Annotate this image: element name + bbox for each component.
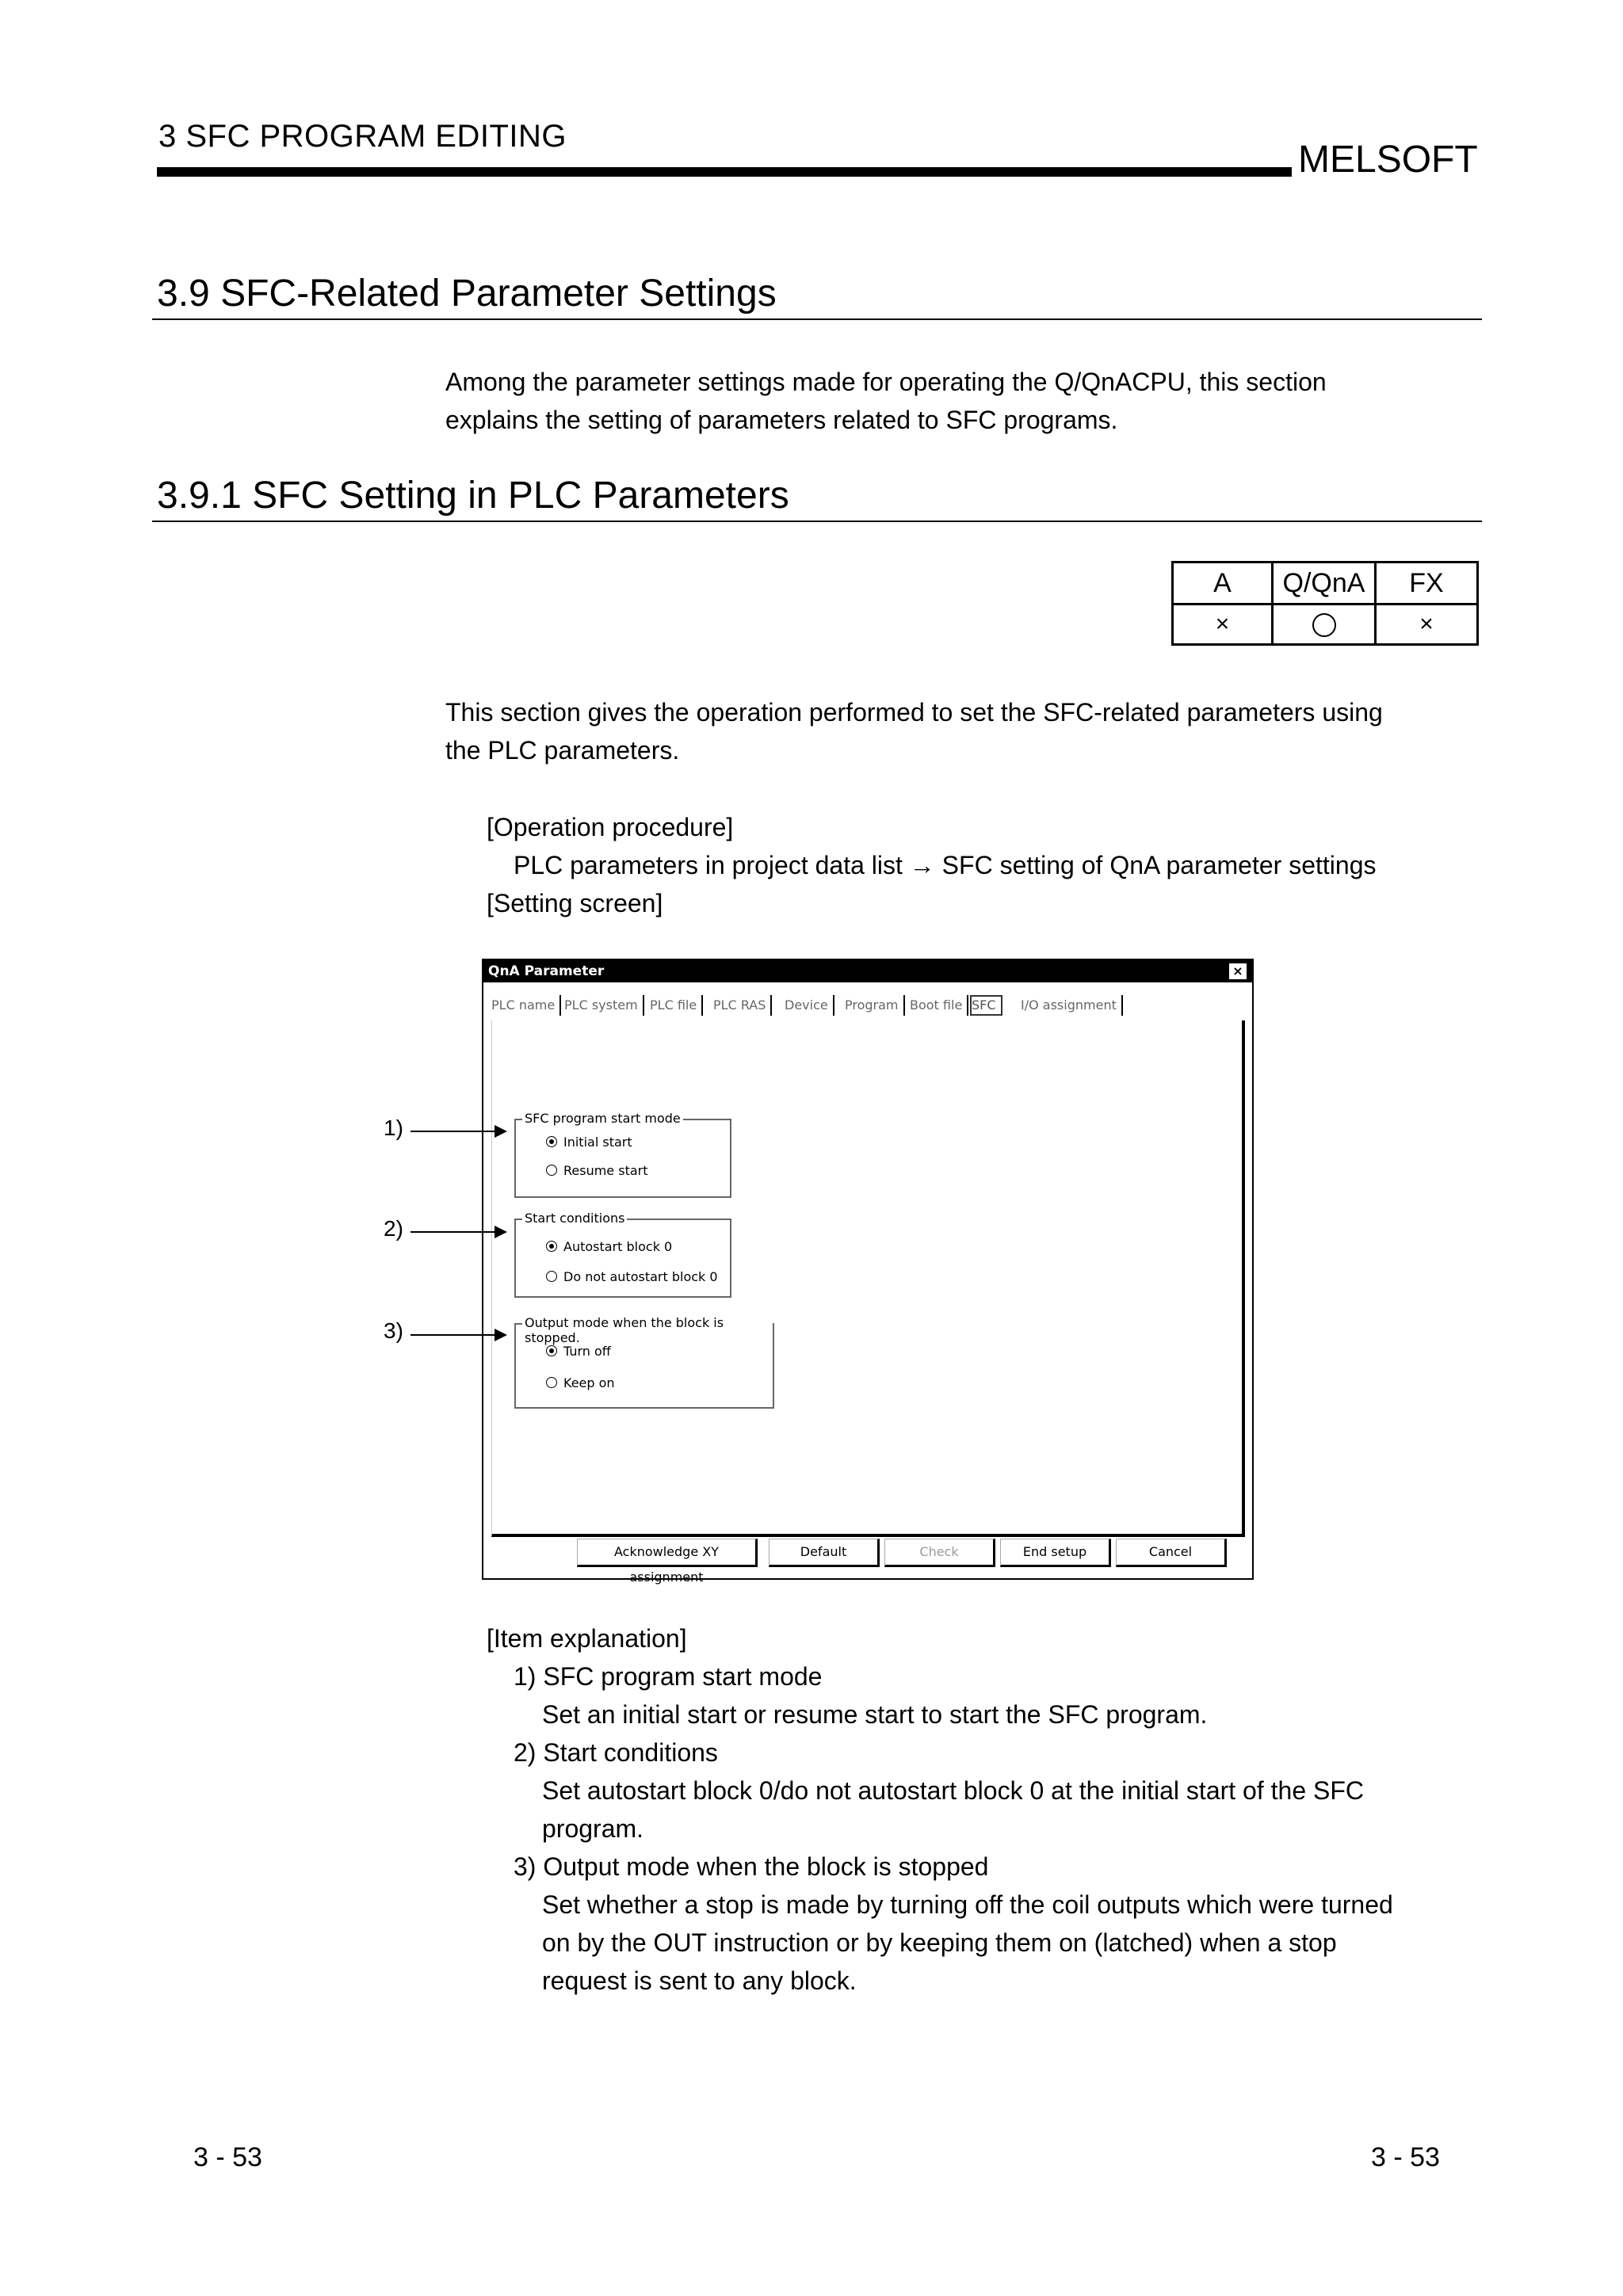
tab-sfc[interactable]: SFC — [970, 995, 1002, 1016]
header-rule — [157, 167, 1292, 177]
callout-1: 1) — [384, 1116, 403, 1140]
default-button[interactable]: Default — [769, 1539, 880, 1567]
tab-plc-ras[interactable]: PLC RAS — [713, 995, 772, 1016]
subsection-rule — [152, 521, 1482, 522]
sfc-settings-panel — [491, 1020, 1245, 1537]
acknowledge-xy-assignment-button[interactable]: Acknowledge XY assignment — [577, 1539, 758, 1567]
tab-program[interactable]: Program — [845, 995, 905, 1016]
callout-arrow-3 — [411, 1334, 506, 1336]
compat-header-a: A — [1173, 563, 1273, 605]
cancel-button[interactable]: Cancel — [1116, 1539, 1227, 1567]
list-item: 2) Start conditions Set autostart block 0/do not autostart block 0 at the initial start of the SFC program. — [514, 1738, 1364, 1843]
tab-boot-file[interactable]: Boot file — [910, 995, 968, 1016]
output-mode-group: Output mode when the block is stopped. Turn off Keep on — [514, 1323, 774, 1409]
radio-unselected-icon[interactable] — [546, 1165, 557, 1176]
compat-header-qna: Q/QnA — [1273, 563, 1376, 605]
radio-keep-on[interactable]: Keep on — [546, 1375, 615, 1390]
procedure-label: [Operation procedure] — [487, 813, 734, 841]
end-setup-button[interactable]: End setup — [1000, 1539, 1111, 1567]
tab-io-assignment[interactable]: I/O assignment — [1021, 995, 1123, 1016]
item-explanation — [487, 1619, 1393, 2000]
radio-unselected-icon[interactable] — [546, 1377, 557, 1388]
tab-plc-file[interactable]: PLC file — [650, 995, 703, 1016]
callout-arrow-2 — [411, 1231, 506, 1233]
item-explanation-label: [Item explanation] — [487, 1624, 687, 1653]
radio-autostart-block-0[interactable]: Autostart block 0 — [546, 1239, 672, 1254]
callout-3: 3) — [384, 1318, 403, 1343]
compat-mark-fx: × — [1376, 605, 1478, 645]
procedure-block — [487, 808, 1376, 922]
tab-plc-name[interactable]: PLC name — [491, 995, 561, 1016]
start-mode-group: SFC program start mode Initial start Resume start — [514, 1119, 731, 1198]
right-arrow-icon: → — [909, 851, 935, 879]
radio-unselected-icon[interactable] — [546, 1271, 557, 1282]
tab-plc-system[interactable]: PLC system — [564, 995, 644, 1016]
radio-selected-icon[interactable] — [546, 1136, 557, 1147]
circle-mark-icon — [1312, 613, 1336, 637]
brand-logo: MELSOFT — [1298, 139, 1478, 181]
check-button[interactable]: Check — [884, 1539, 995, 1567]
tab-strip — [491, 995, 1244, 1019]
tab-device[interactable]: Device — [785, 995, 834, 1016]
radio-selected-icon[interactable] — [546, 1241, 557, 1252]
list-item: 1) SFC program start mode Set an initial start or resume start to start the SFC program. — [514, 1662, 1208, 1729]
dialog-title: QnA Parameter — [488, 963, 605, 979]
radio-initial-start[interactable]: Initial start — [546, 1135, 632, 1150]
subsection-intro: This section gives the operation performed to set the SFC-related parameters using the PLC parameters. — [445, 698, 1383, 765]
radio-no-autostart-block-0[interactable]: Do not autostart block 0 — [546, 1269, 718, 1284]
section-title: 3.9 SFC-Related Parameter Settings — [157, 273, 777, 315]
compatibility-table — [1171, 561, 1479, 646]
qna-parameter-dialog — [482, 959, 1254, 1585]
page-number-right: 3 - 53 — [1371, 2142, 1440, 2172]
section-rule — [152, 318, 1482, 320]
setting-screen-label: [Setting screen] — [487, 889, 663, 917]
radio-selected-icon[interactable] — [546, 1345, 557, 1356]
callout-arrow-1 — [411, 1131, 506, 1132]
radio-turn-off[interactable]: Turn off — [546, 1344, 611, 1359]
radio-resume-start[interactable]: Resume start — [546, 1163, 648, 1178]
dialog-title-bar — [483, 960, 1252, 982]
section-intro: Among the parameter settings made for operating the Q/QnACPU, this section explains the setting of parameters related to SFC programs. — [445, 368, 1327, 434]
chapter-header: 3 SFC PROGRAM EDITING — [158, 119, 567, 154]
subsection-title: 3.9.1 SFC Setting in PLC Parameters — [157, 475, 789, 517]
list-item: 3) Output mode when the block is stopped Set whether a stop is made by turning off the coil outputs which were turned on by the OUT instruction or by keeping them on (latched) when a stop request is sent to any block. — [514, 1852, 1393, 1995]
compat-mark-qna — [1273, 605, 1376, 645]
page-number-left: 3 - 53 — [193, 2142, 262, 2172]
callout-2: 2) — [384, 1216, 403, 1241]
start-conditions-group: Start conditions Autostart block 0 Do not autostart block 0 — [514, 1219, 731, 1298]
close-icon[interactable]: × — [1228, 963, 1247, 980]
compat-header-fx: FX — [1376, 563, 1478, 605]
procedure-step: PLC parameters in project data list → SFC setting of QnA parameter settings — [514, 851, 1377, 879]
compat-mark-a: × — [1173, 605, 1273, 645]
